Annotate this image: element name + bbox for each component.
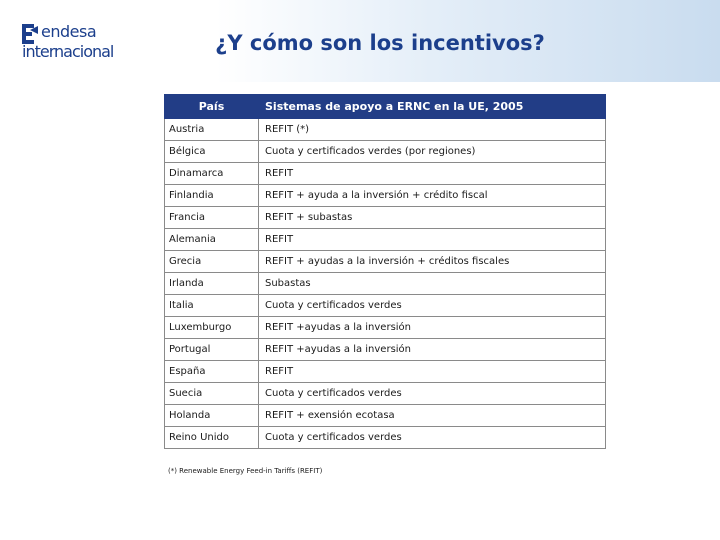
table-row: [165, 185, 606, 207]
footnote: (*) Renewable Energy Feed-in Tariffs (REFIT): [168, 467, 323, 475]
country-cell: Irlanda: [165, 273, 259, 295]
table-row: [165, 163, 606, 185]
support-system-cell: REFIT +ayudas a la inversión: [259, 317, 606, 339]
country-cell: Bélgica: [165, 141, 259, 163]
endesa-logo: [22, 22, 120, 62]
table-row: [165, 317, 606, 339]
support-system-cell: Subastas: [259, 273, 606, 295]
table-row: [165, 405, 606, 427]
logo-text-internacional: internacional: [22, 42, 114, 61]
table-row: [165, 141, 606, 163]
table-header-row: [165, 95, 606, 119]
country-cell: Suecia: [165, 383, 259, 405]
country-cell: España: [165, 361, 259, 383]
table-row: [165, 339, 606, 361]
country-cell: Austria: [165, 119, 259, 141]
table-row: [165, 427, 606, 449]
support-system-cell: Cuota y certificados verdes: [259, 295, 606, 317]
support-system-cell: REFIT + ayudas a la inversión + créditos fiscales: [259, 251, 606, 273]
support-system-cell: REFIT +ayudas a la inversión: [259, 339, 606, 361]
header-country: País: [165, 95, 259, 119]
header-support-systems: Sistemas de apoyo a ERNC en la UE, 2005: [259, 95, 606, 119]
endesa-logo-icon: [22, 24, 38, 44]
country-cell: Alemania: [165, 229, 259, 251]
table-body: [165, 119, 606, 449]
support-system-cell: REFIT: [259, 229, 606, 251]
support-system-cell: REFIT + exensión ecotasa: [259, 405, 606, 427]
incentives-table: [164, 94, 606, 449]
country-cell: Portugal: [165, 339, 259, 361]
country-cell: Dinamarca: [165, 163, 259, 185]
support-system-cell: REFIT + ayuda a la inversión + crédito fiscal: [259, 185, 606, 207]
country-cell: Finlandia: [165, 185, 259, 207]
support-system-cell: Cuota y certificados verdes (por regiones): [259, 141, 606, 163]
table-row: [165, 273, 606, 295]
support-system-cell: REFIT: [259, 163, 606, 185]
country-cell: Holanda: [165, 405, 259, 427]
page-title: ¿Y cómo son los incentivos?: [215, 31, 545, 55]
table-row: [165, 251, 606, 273]
table-row: [165, 361, 606, 383]
table-row: [165, 295, 606, 317]
support-system-cell: REFIT: [259, 361, 606, 383]
support-system-cell: Cuota y certificados verdes: [259, 383, 606, 405]
country-cell: Grecia: [165, 251, 259, 273]
incentives-table-container: [164, 94, 605, 449]
support-system-cell: REFIT (*): [259, 119, 606, 141]
table-row: [165, 207, 606, 229]
table-row: [165, 383, 606, 405]
support-system-cell: REFIT + subastas: [259, 207, 606, 229]
table-row: [165, 119, 606, 141]
country-cell: Reino Unido: [165, 427, 259, 449]
logo-text-endesa: endesa: [41, 22, 97, 41]
support-system-cell: Cuota y certificados verdes: [259, 427, 606, 449]
country-cell: Luxemburgo: [165, 317, 259, 339]
table-row: [165, 229, 606, 251]
country-cell: Francia: [165, 207, 259, 229]
country-cell: Italia: [165, 295, 259, 317]
